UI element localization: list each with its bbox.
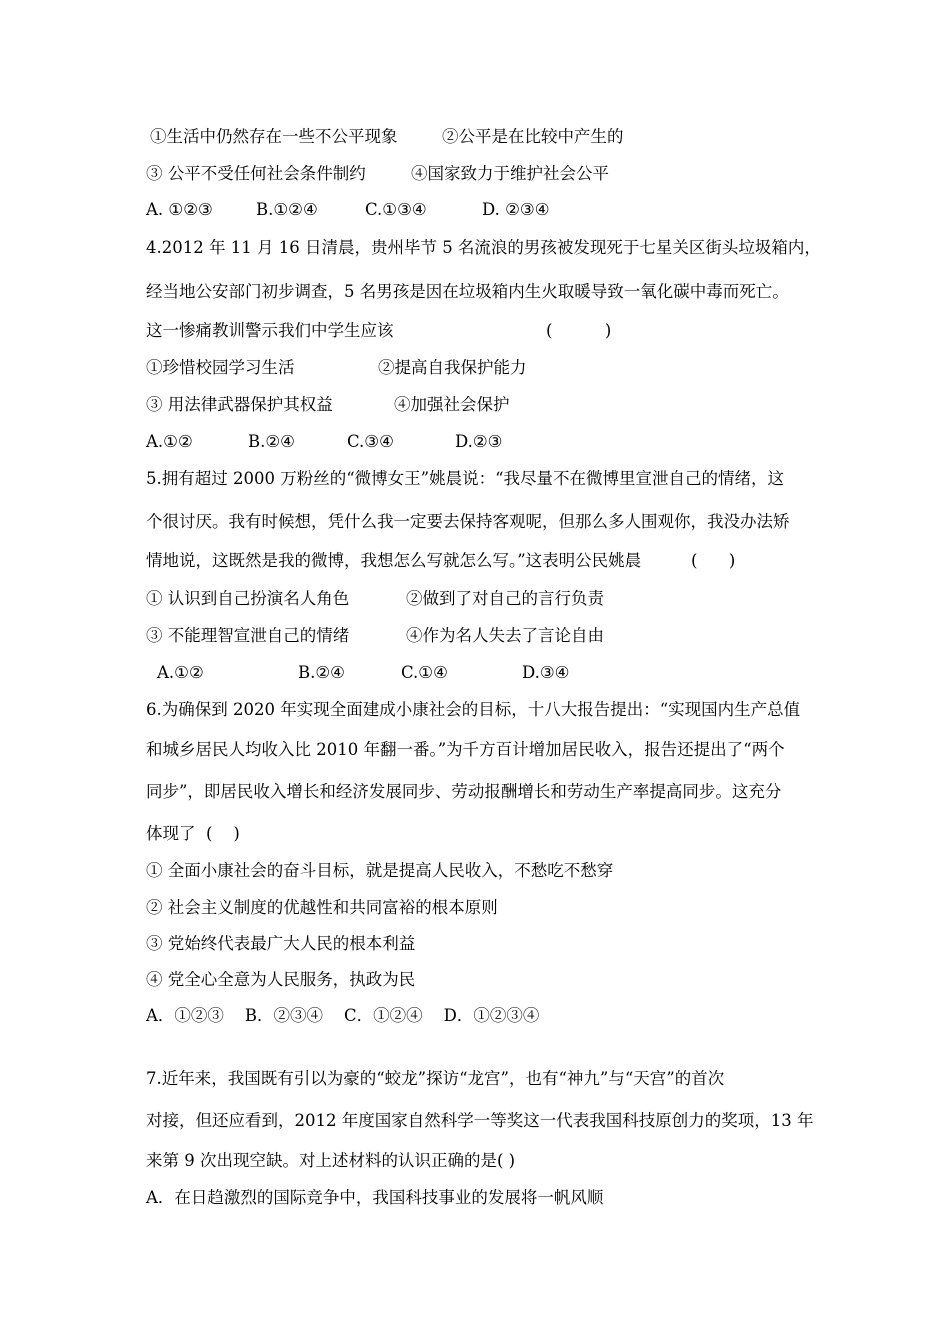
q4-option-4: ④加强社会保护 xyxy=(394,395,510,414)
q4-option-3: ③ 用法律武器保护其权益 xyxy=(146,395,333,414)
q5-option-2: ②做到了对自己的言行负责 xyxy=(406,589,604,608)
q5-option-4: ④作为名人失去了言论自由 xyxy=(406,626,604,645)
q7-option-a: A．在日趋激烈的国际竞争中，我国科技事业的发展将一帆风顺 xyxy=(146,1188,604,1207)
q3-option-2: ②公平是在比较中产生的 xyxy=(442,127,624,146)
q3-option-1: ①生活中仍然存在一些不公平现象 xyxy=(150,127,398,146)
q7-stem-line-1: 7.近年来，我国既有引以为豪的“蛟龙”探访“龙宫”，也有“神九”与“天宫”的首次 xyxy=(146,1069,725,1088)
q5-option-3: ③ 不能理智宣泄自己的情绪 xyxy=(146,626,350,645)
q5-answer-c: C.①④ xyxy=(401,663,448,682)
q4-option-1: ①珍惜校园学习生活 xyxy=(146,358,295,377)
q4-option-2: ②提高自我保护能力 xyxy=(378,358,527,377)
q3-answer-a: A. ①②③ xyxy=(146,200,213,219)
q3-answer-b: B.①②④ xyxy=(256,200,318,219)
q5-answer-d: D.③④ xyxy=(522,663,570,682)
q6-option-3: ③ 党始终代表最广大人民的根本利益 xyxy=(146,934,416,953)
q4-answer-b: B.②④ xyxy=(248,432,295,451)
q6-option-2: ② 社会主义制度的优越性和共同富裕的根本原则 xyxy=(146,898,498,917)
q4-answer-bracket: ( ) xyxy=(546,321,612,340)
q4-stem-line-3: 这一惨痛教训警示我们中学生应该 xyxy=(146,321,394,340)
q5-stem-line-2: 个很讨厌。我有时候想，凭什么我一定要去保持客观呢，但那么多人围观你，我没办法矫 xyxy=(146,512,790,531)
q3-answer-d: D. ②③④ xyxy=(482,200,550,219)
q4-answer-c: C.③④ xyxy=(347,432,394,451)
q6-option-1: ① 全面小康社会的奋斗目标，就是提高人民收入，不愁吃不愁穿 xyxy=(146,861,614,880)
q6-stem-line-3: 同步”，即居民收入增长和经济发展同步、劳动报酬增长和劳动生产率提高同步。这充分 xyxy=(146,782,782,801)
q5-stem-line-1: 5.拥有超过 2000 万粉丝的“微博女王”姚晨说：“我尽量不在微博里宣泄自己的情绪，这 xyxy=(146,469,785,488)
q7-stem-line-2: 对接，但还应看到，2012 年度国家自然科学一等奖这一代表我国科技原创力的奖项，13 年 xyxy=(146,1111,814,1130)
q6-answer-choices: A．①②③ B．②③④ C．①②④ D．①②③④ xyxy=(146,1006,540,1025)
q4-stem-line-1: 4.2012 年 11 月 16 日清晨，贵州毕节 5 名流浪的男孩被发现死于七星关区街头垃圾箱内， xyxy=(146,238,821,257)
q4-stem-line-2: 经当地公安部门初步调查，5 名男孩是因在垃圾箱内生火取暖导致一氧化碳中毒而死亡。 xyxy=(146,282,789,301)
q6-stem-line-2: 和城乡居民人均收入比 2010 年翻一番。”为千方百计增加居民收入，报告还提出了“两个 xyxy=(146,740,785,759)
q3-option-3: ③ 公平不受任何社会条件制约 xyxy=(146,164,366,183)
q5-option-1: ① 认识到自己扮演名人角色 xyxy=(146,589,350,608)
q5-answer-a: A.①② xyxy=(157,663,204,682)
q3-answer-c: C.①③④ xyxy=(365,200,427,219)
q3-option-4: ④国家致力于维护社会公平 xyxy=(411,164,609,183)
q6-stem-line-1: 6.为确保到 2020 年实现全面建成小康社会的目标，十八大报告提出：“实现国内生产总值 xyxy=(146,700,801,719)
q5-stem-line-3: 情地说，这既然是我的微博，我想怎么写就怎么写。”这表明公民姚晨 xyxy=(146,551,642,570)
q5-answer-b: B.②④ xyxy=(298,663,345,682)
q4-answer-a: A.①② xyxy=(146,432,193,451)
q6-option-4: ④ 党全心全意为人民服务，执政为民 xyxy=(146,970,416,989)
q6-stem-line-4: 体现了 ( ) xyxy=(146,824,240,843)
q4-answer-d: D.②③ xyxy=(455,432,503,451)
q7-stem-line-3: 来第 9 次出现空缺。对上述材料的认识正确的是( ) xyxy=(146,1151,516,1170)
q5-answer-bracket: ( ) xyxy=(691,551,736,570)
